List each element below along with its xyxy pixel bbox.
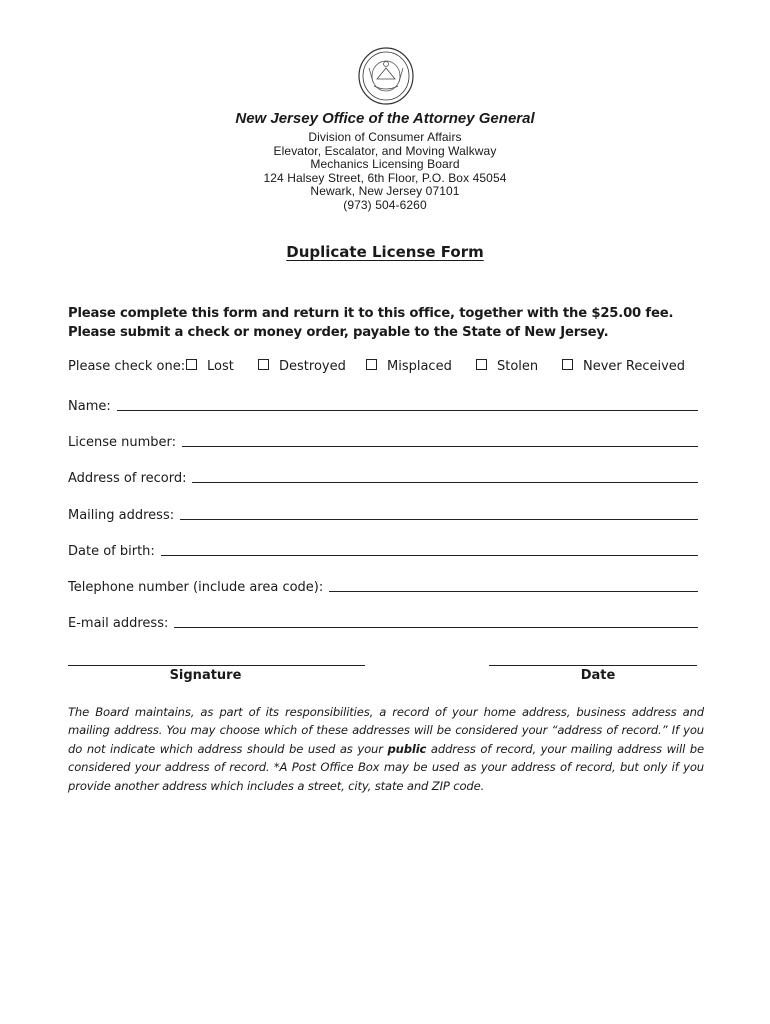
name-field[interactable] — [68, 396, 698, 414]
telephone-line[interactable] — [329, 590, 698, 592]
mailing-address-line[interactable] — [180, 518, 698, 520]
division-line: Division of Consumer Affairs — [308, 130, 462, 144]
option-destroyed[interactable]: Destroyed — [258, 359, 346, 374]
board-line-1: Elevator, Escalator, and Moving Walkway — [273, 143, 497, 158]
date-of-birth-line[interactable] — [161, 554, 698, 556]
license-number-line[interactable] — [182, 445, 698, 447]
option-stolen[interactable]: Stolen — [476, 359, 538, 374]
check-prompt: Please check one: — [68, 359, 186, 374]
form-instructions: Please complete this form and return it to this office, together with the $25.00 fee. Please submit a check or money order, payable to the State of New Jersey. — [68, 306, 674, 340]
telephone-label: Telephone number (include area code): — [68, 580, 324, 595]
signature-line[interactable] — [68, 664, 365, 666]
name-label: Name: — [68, 399, 111, 414]
phone-line: (973) 504-6260 — [343, 197, 427, 212]
checkbox-stolen[interactable] — [476, 359, 487, 370]
signature-label: Signature — [169, 668, 242, 683]
street-address-line: 124 Halsey Street, 6th Floor, P.O. Box 45054 — [263, 170, 507, 185]
checkbox-lost[interactable] — [186, 359, 197, 370]
option-lost[interactable]: Lost — [186, 359, 234, 374]
license-number-label: License number: — [68, 435, 177, 450]
email-label: E-mail address: — [68, 616, 169, 631]
checkbox-never-received[interactable] — [562, 359, 573, 370]
address-of-record-label: Address of record: — [68, 471, 187, 486]
telephone-field[interactable] — [68, 577, 698, 595]
date-label: Date — [580, 668, 616, 683]
option-misplaced[interactable]: Misplaced — [366, 359, 452, 374]
license-number-field[interactable] — [68, 432, 698, 450]
public-emphasis: public — [387, 741, 427, 756]
state-seal-logo — [357, 46, 415, 106]
address-of-record-note: The Board maintains, as part of its responsibilities, a record of your home address, business address and mailing address. You may choose which of these addresses will be considered your “address of record.” If you do not indicate which address should be used as your public address of record, your mailing address will be considered your address of record. *A Post Office Box may be used as your address of record, but only if you provide another address which includes a street, city, state and ZIP code. — [68, 705, 704, 793]
mailing-address-field[interactable] — [68, 505, 698, 523]
agency-address-block — [0, 131, 770, 212]
address-of-record-field[interactable] — [68, 468, 698, 486]
email-line[interactable] — [174, 626, 698, 628]
mailing-address-label: Mailing address: — [68, 508, 175, 523]
checkbox-destroyed[interactable] — [258, 359, 269, 370]
name-line[interactable] — [117, 409, 698, 411]
date-of-birth-label: Date of birth: — [68, 544, 155, 559]
board-line-2: Mechanics Licensing Board — [310, 157, 460, 171]
reason-checkbox-row — [68, 359, 708, 377]
agency-name: New Jersey Office of the Attorney General — [235, 110, 535, 127]
checkbox-misplaced[interactable] — [366, 359, 377, 370]
form-title: Duplicate License Form — [286, 243, 484, 261]
option-never-received[interactable]: Never Received — [562, 359, 685, 374]
address-of-record-line[interactable] — [192, 481, 698, 483]
city-line: Newark, New Jersey 07101 — [310, 184, 460, 198]
date-of-birth-field[interactable] — [68, 541, 698, 559]
date-line[interactable] — [489, 664, 697, 666]
email-field[interactable] — [68, 613, 698, 631]
